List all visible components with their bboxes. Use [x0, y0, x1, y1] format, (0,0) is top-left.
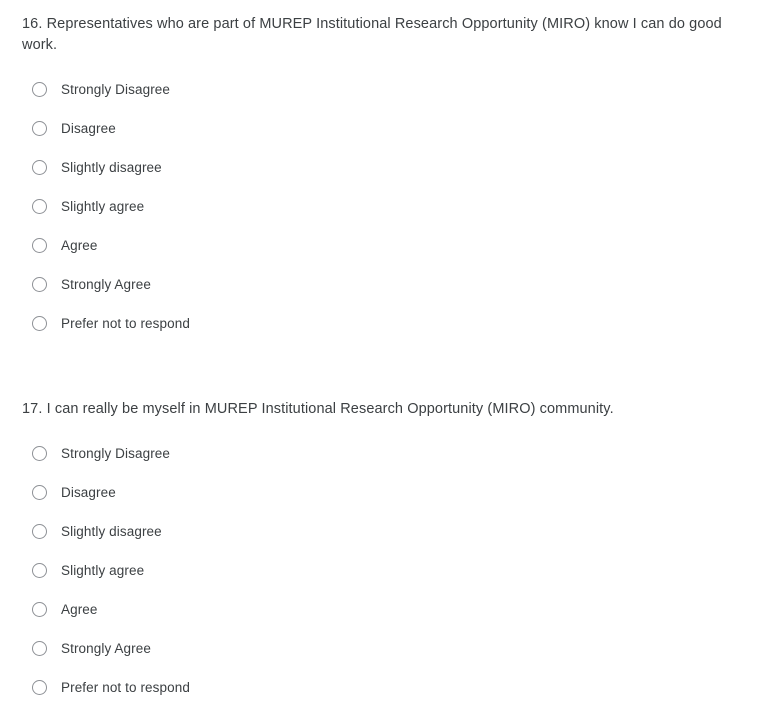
option-label: Disagree	[61, 120, 116, 136]
option-row[interactable]	[22, 109, 744, 148]
option-label: Strongly Agree	[61, 276, 151, 292]
radio-icon[interactable]	[32, 485, 47, 500]
option-label: Slightly agree	[61, 198, 145, 214]
radio-icon[interactable]	[32, 680, 47, 695]
option-row[interactable]	[22, 590, 744, 629]
radio-icon[interactable]	[32, 563, 47, 578]
radio-icon[interactable]	[32, 121, 47, 136]
option-row[interactable]	[22, 629, 744, 668]
option-label: Prefer not to respond	[61, 679, 190, 695]
option-label: Disagree	[61, 484, 116, 500]
option-label: Agree	[61, 601, 98, 617]
radio-icon[interactable]	[32, 641, 47, 656]
option-row[interactable]	[22, 226, 744, 265]
option-row[interactable]	[22, 148, 744, 187]
option-row[interactable]	[22, 512, 744, 551]
options-list-17	[22, 434, 744, 707]
option-row[interactable]	[22, 551, 744, 590]
option-label: Strongly Agree	[61, 640, 151, 656]
question-block-16	[22, 14, 744, 343]
option-label: Agree	[61, 237, 98, 253]
options-list-16	[22, 70, 744, 343]
radio-icon[interactable]	[32, 82, 47, 97]
radio-icon[interactable]	[32, 160, 47, 175]
option-row[interactable]	[22, 473, 744, 512]
radio-icon[interactable]	[32, 602, 47, 617]
question-spacer	[22, 373, 744, 399]
option-row[interactable]	[22, 668, 744, 707]
option-label: Prefer not to respond	[61, 315, 190, 331]
option-label: Slightly disagree	[61, 523, 162, 539]
option-row[interactable]	[22, 70, 744, 109]
option-label: Strongly Disagree	[61, 81, 171, 97]
option-label: Slightly agree	[61, 562, 145, 578]
option-row[interactable]	[22, 187, 744, 226]
question-block-17	[22, 399, 744, 707]
option-row[interactable]	[22, 434, 744, 473]
question-title-16: 16. Representatives who are part of MUREP Institutional Research Opportunity (MIRO) know I can do good work.	[22, 16, 722, 53]
question-title-17: 17. I can really be myself in MUREP Institutional Research Opportunity (MIRO) community.	[22, 401, 614, 417]
option-label: Strongly Disagree	[61, 445, 171, 461]
option-label: Slightly disagree	[61, 159, 162, 175]
radio-icon[interactable]	[32, 238, 47, 253]
radio-icon[interactable]	[32, 199, 47, 214]
radio-icon[interactable]	[32, 524, 47, 539]
option-row[interactable]	[22, 304, 744, 343]
radio-icon[interactable]	[32, 277, 47, 292]
radio-icon[interactable]	[32, 446, 47, 461]
option-row[interactable]	[22, 265, 744, 304]
radio-icon[interactable]	[32, 316, 47, 331]
